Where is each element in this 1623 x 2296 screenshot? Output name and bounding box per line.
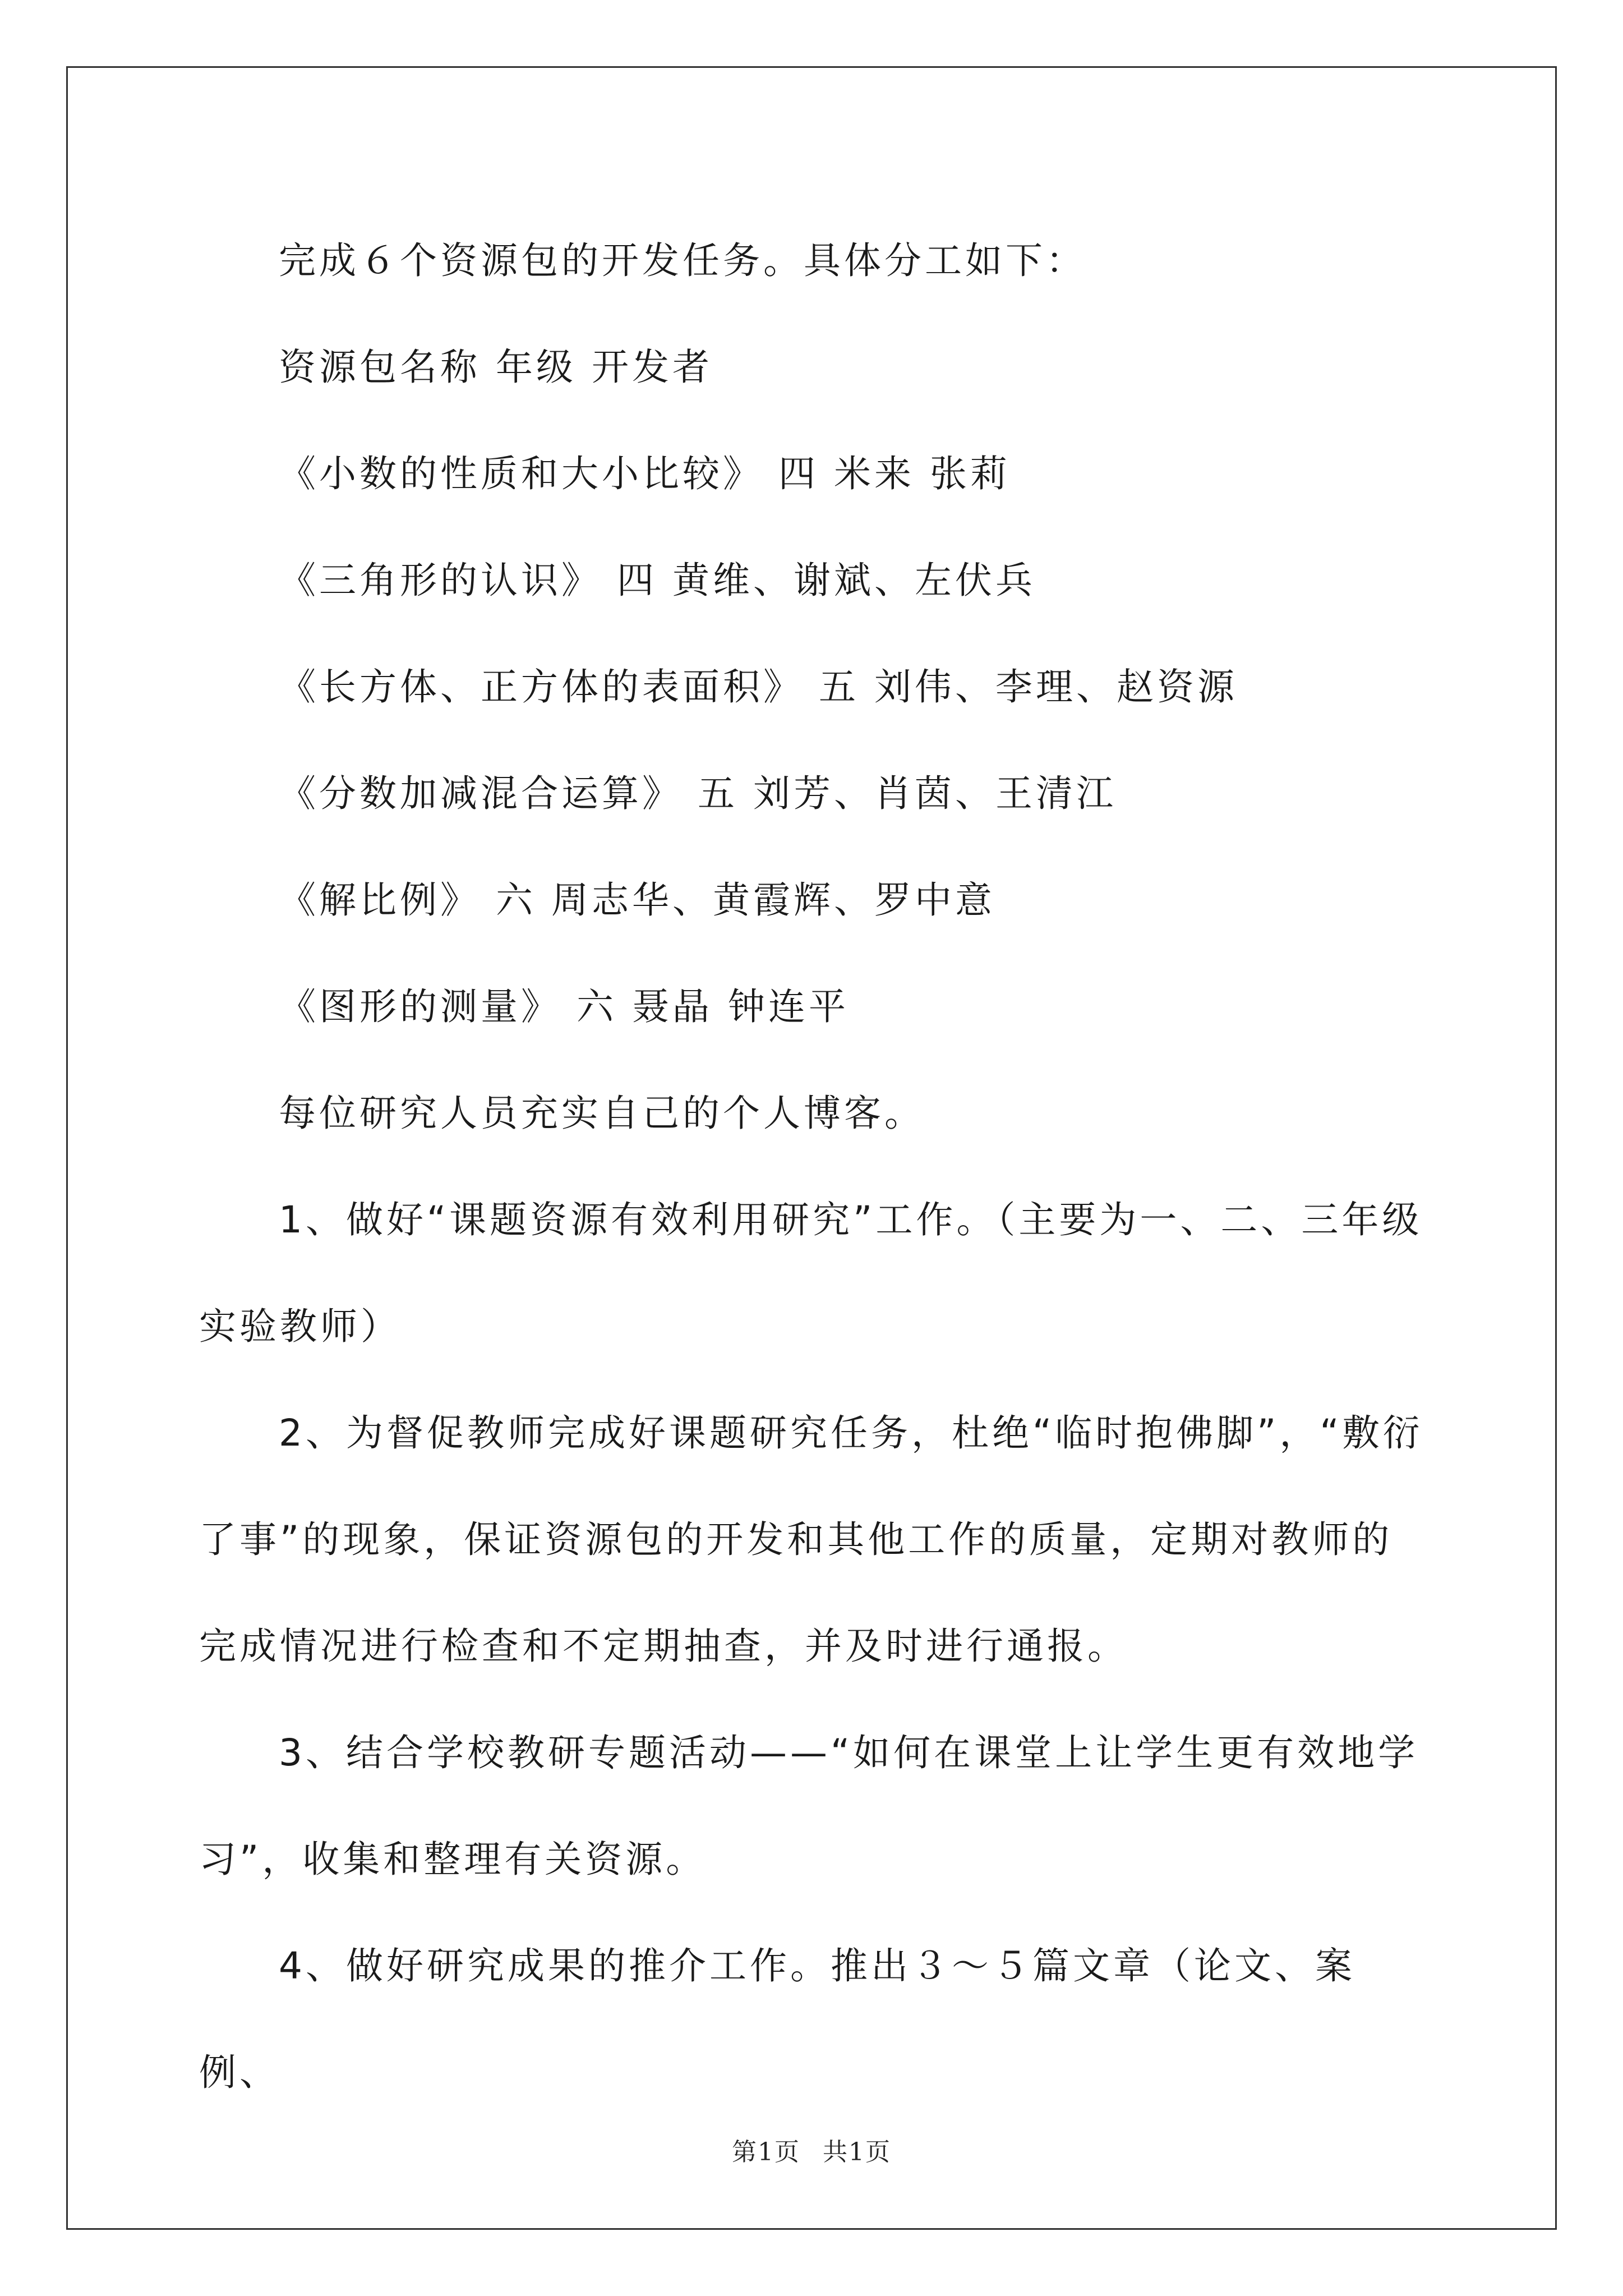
document-body [199, 208, 1433, 2126]
paragraph-4: 4、做好研究成果的推介工作。推出３～５篇文章（论文、案例、 [199, 1944, 1355, 2094]
page-total: 共1页 [823, 2138, 891, 2166]
paragraph-1: 1、做好“课题资源有效利用研究”工作。（主要为一、二、三年级实验教师） [199, 1198, 1423, 1348]
resource-row-6: 《图形的测量》 六 聂晶 钟连平 [279, 985, 849, 1028]
resource-row-4: 《分数加减混合运算》 五 刘芳、肖茵、王清江 [279, 772, 1117, 815]
paragraph-2: 2、为督促教师完成好课题研究任务，杜绝“临时抱佛脚”，“敷衍了事”的现象，保证资源包的开发和其他工作的质量，定期对教师的完成情况进行检查和不定期抽查，并及时进行通报。 [199, 1411, 1423, 1668]
text-line-blog: 每位研究人员充实自己的个人博客。 [279, 1092, 925, 1135]
resource-row-1: 《小数的性质和大小比较》 四 米来 张莉 [279, 452, 1011, 495]
table-header-line: 资源包名称 年级 开发者 [279, 346, 713, 389]
resource-row-5: 《解比例》 六 周志华、黄霞辉、罗中意 [279, 878, 995, 922]
resource-row-3: 《长方体、正方体的表面积》 五 刘伟、李理、赵资源 [279, 665, 1238, 708]
page-footer [0, 2132, 1623, 2168]
resource-row-2: 《三角形的认识》 四 黄维、谢斌、左伏兵 [279, 559, 1036, 602]
paragraph-3: 3、结合学校教研专题活动——“如何在课堂上让学生更有效地学习”，收集和整理有关资源。 [199, 1731, 1419, 1881]
text-line-1: 完成６个资源包的开发任务。具体分工如下： [279, 239, 1086, 282]
page-number: 第1页 [732, 2138, 800, 2166]
